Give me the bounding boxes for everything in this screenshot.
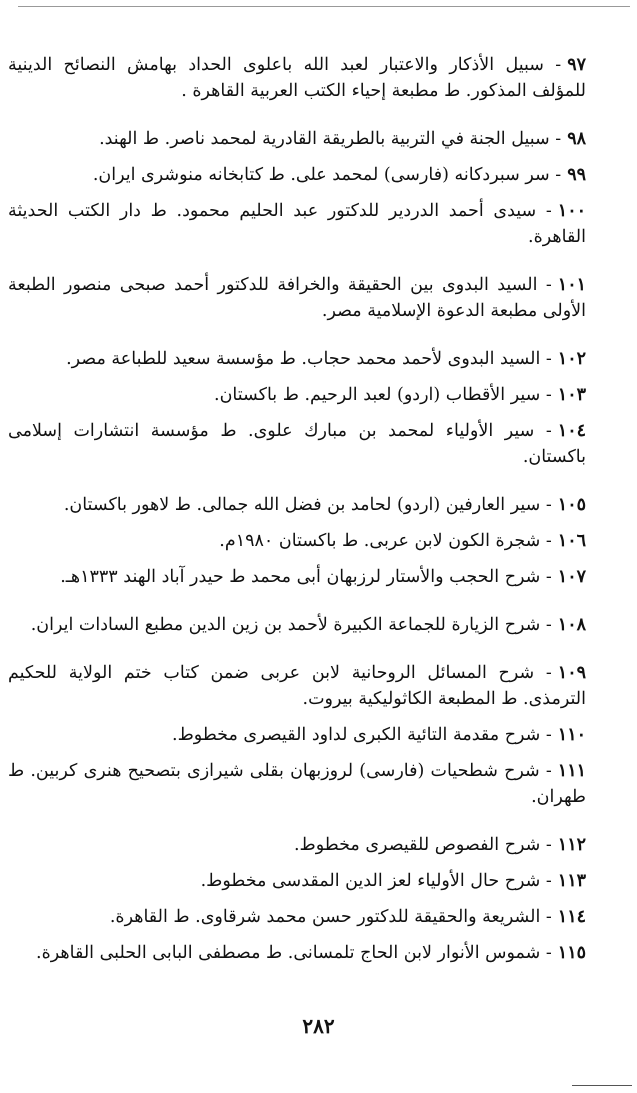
entry-105 bbox=[8, 492, 592, 518]
entry-number: ١١٥ bbox=[557, 943, 586, 963]
entry-100 bbox=[8, 198, 592, 250]
entry-115 bbox=[8, 940, 592, 966]
entry-number: ١٠٣ bbox=[557, 385, 586, 405]
entry-text: - شموس الأنوار لابن الحاج تلمسانى. ط مصطفى البابى الحلبى القاهرة. bbox=[36, 943, 552, 963]
entry-number: ١٠٠ bbox=[557, 201, 586, 221]
entry-text: - سر سبردكانه (فارسى) لمحمد على. ط كتابخانه منوشرى ايران. bbox=[92, 165, 562, 185]
entry-number: ١١٣ bbox=[557, 871, 586, 891]
entry-number: ٩٧ bbox=[567, 55, 586, 75]
entry-text: - شرح شطحيات (فارسى) لروزبهان بقلى شيرازى بتصحيح هنرى كربين. ط طهران. bbox=[8, 761, 586, 807]
entry-number: ١٠٨ bbox=[557, 615, 586, 635]
entry-text: - شرح حال الأولياء لعز الدين المقدسى مخطوط. bbox=[200, 871, 552, 891]
entry-114 bbox=[8, 904, 592, 930]
entry-103 bbox=[8, 382, 592, 408]
entry-text: - شجرة الكون لابن عربى. ط باكستان ١٩٨٠م. bbox=[219, 531, 552, 551]
entry-109 bbox=[8, 660, 592, 712]
entry-text: - السيد البدوى لأحمد محمد حجاب. ط مؤسسة سعيد للطباعة مصر. bbox=[66, 349, 552, 369]
entry-number: ١٠٢ bbox=[557, 349, 586, 369]
entry-113 bbox=[8, 868, 592, 894]
entry-106 bbox=[8, 528, 592, 554]
entry-number: ٩٨ bbox=[567, 129, 586, 149]
entry-number: ٩٩ bbox=[567, 165, 586, 185]
entry-text: - السيد البدوى بين الحقيقة والخرافة للدكتور أحمد صبحى منصور الطبعة الأولى مطبعة الدعوة الإسلامية مصر. bbox=[8, 275, 586, 321]
entry-text: - الشريعة والحقيقة للدكتور حسن محمد شرقاوى. ط القاهرة. bbox=[109, 907, 552, 927]
entry-98 bbox=[8, 126, 592, 152]
entry-112 bbox=[8, 832, 592, 858]
entry-number: ١٠٩ bbox=[557, 663, 586, 683]
entry-104 bbox=[8, 418, 592, 470]
entry-number: ١٠١ bbox=[557, 275, 586, 295]
page-number: ٢٨٢ bbox=[302, 1014, 335, 1038]
entry-text: - شرح المسائل الروحانية لابن عربى ضمن كتاب ختم الولاية للحكيم الترمذى. ط المطبعة الكاثوليكية بيروت. bbox=[8, 663, 586, 709]
entry-number: ١٠٧ bbox=[557, 567, 586, 587]
entry-text: - سير الأولياء لمحمد بن مبارك علوى. ط مؤسسة انتشارات إسلامى باكستان. bbox=[8, 421, 586, 467]
entry-number: ١٠٥ bbox=[557, 495, 586, 515]
entry-99 bbox=[8, 162, 592, 188]
entry-text: - شرح الحجب والأستار لرزبهان أبى محمد ط حيدر آباد الهند ١٣٣٣هـ. bbox=[60, 567, 552, 587]
entry-text: - سير العارفين (اردو) لحامد بن فضل الله جمالى. ط لاهور باكستان. bbox=[63, 495, 552, 515]
top-rule bbox=[18, 6, 630, 7]
entry-text: - سيدى أحمد الدردير للدكتور عبد الحليم محمود. ط دار الكتب الحديثة القاهرة. bbox=[8, 201, 586, 247]
entry-101 bbox=[8, 272, 592, 324]
entry-number: ١٠٦ bbox=[557, 531, 586, 551]
entry-text: - سبيل الأذكار والاعتبار لعبد الله باعلوى الحداد بهامش النصائح الدينية للمؤلف المذكور. ط مطبعة إحياء الكتب العربية القاهرة . bbox=[8, 55, 586, 101]
entry-text: - سبيل الجنة في التربية بالطريقة القادرية لمحمد ناصر. ط الهند. bbox=[99, 129, 562, 149]
entry-number: ١١٢ bbox=[557, 835, 586, 855]
entry-110 bbox=[8, 722, 592, 748]
entry-number: ١٠٤ bbox=[557, 421, 586, 441]
entry-102 bbox=[8, 346, 592, 372]
entry-text: - شرح الزيارة للجماعة الكبيرة لأحمد بن زين الدين مطبع السادات ايران. bbox=[30, 615, 552, 635]
entry-111 bbox=[8, 758, 592, 810]
bottom-rule bbox=[572, 1085, 632, 1086]
entry-text: - شرح مقدمة التائية الكبرى لداود القيصرى مخطوط. bbox=[172, 725, 552, 745]
entry-number: ١١١ bbox=[557, 761, 586, 781]
entry-text: - سير الأقطاب (اردو) لعبد الرحيم. ط باكستان. bbox=[214, 385, 552, 405]
entry-108 bbox=[8, 612, 592, 638]
entry-number: ١١٤ bbox=[557, 907, 586, 927]
entry-text: - شرح الفصوص للقيصرى مخطوط. bbox=[293, 835, 552, 855]
entry-107 bbox=[8, 564, 592, 590]
bibliography-list bbox=[8, 52, 592, 976]
entry-number: ١١٠ bbox=[557, 725, 586, 745]
entry-97 bbox=[8, 52, 592, 104]
